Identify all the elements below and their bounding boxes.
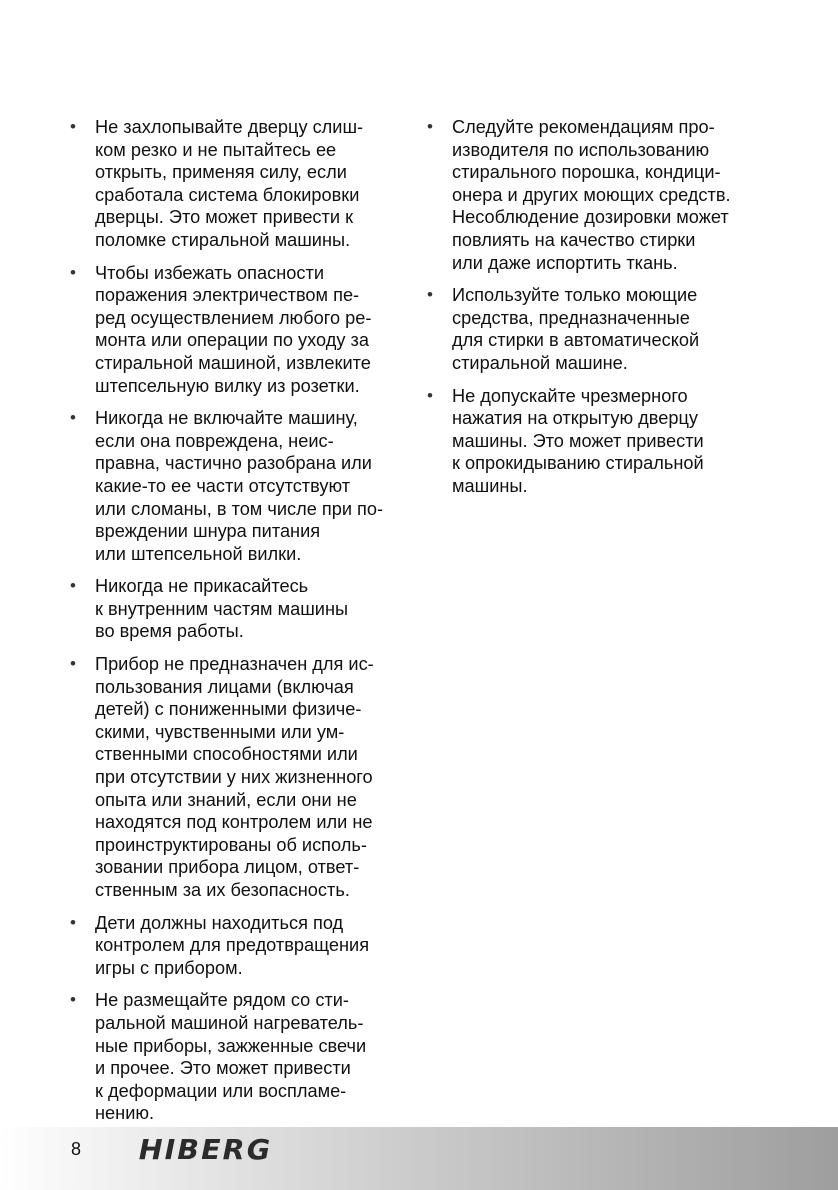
item-text-line: Дети должны находиться под [95, 912, 344, 933]
bullet-icon: • [70, 117, 76, 136]
safety-list-item [70, 989, 420, 1125]
item-text-line: машины. [452, 475, 528, 496]
item-text-line: Следуйте рекомендациям про- [452, 117, 715, 137]
item-text-line: стирального порошка, кондици- [452, 162, 721, 183]
item-text-line: Прибор не предназначен для ис- [95, 654, 374, 675]
bullet-icon: • [70, 576, 76, 596]
brand-logo: HIBERG [138, 1133, 273, 1166]
item-text-line: к деформации или воспламе- [95, 1080, 347, 1101]
item-text-line: средства, предназначенные [452, 307, 690, 328]
item-text-line: Несоблюдение дозировки может [452, 207, 729, 228]
bullet-icon: • [70, 990, 76, 1010]
item-text-line: Не захлопывайте дверцу слиш- [95, 117, 364, 137]
bullet-icon: • [427, 385, 433, 405]
footer-bar [0, 1127, 838, 1190]
item-text-line: изводителя по использованию [452, 139, 710, 160]
item-text-line: нажатия на открытую дверцу [452, 408, 698, 429]
item-text-line: Не размещайте рядом со сти- [95, 990, 349, 1011]
item-text-line: для стирки в автоматической [452, 330, 700, 351]
page-number: 8 [71, 1139, 82, 1159]
item-text-line: вреждении шнура питания [95, 521, 321, 542]
bullet-icon: • [70, 408, 76, 428]
item-text-line: ственными способностями или [95, 744, 358, 765]
item-text-line: детей) с пониженными физиче- [95, 699, 362, 720]
item-text-line: Используйте только моющие [452, 285, 698, 306]
item-text-line: находятся под контролем или не [95, 812, 373, 833]
item-text-line: или штепсельной вилки. [95, 543, 302, 564]
item-text-line: ком резко и не пытайтесь ее [95, 139, 337, 160]
item-text-line: во время работы. [95, 621, 244, 642]
safety-list-item [70, 912, 420, 980]
left-column [70, 116, 420, 1135]
item-text-line: монта или операции по уходу за [95, 330, 369, 351]
item-text-line: Не допускайте чрезмерного [452, 385, 688, 406]
bullet-icon: • [70, 912, 76, 932]
item-text-line: ственным за их безопасность. [95, 880, 350, 900]
item-text-line: штепсельную вилку из розетки. [95, 375, 360, 396]
item-text-line: дверцы. Это может привести к [95, 207, 354, 228]
item-text-line: какие-то ее части отсутствуют [95, 475, 351, 496]
item-text-line: ред осуществлением любого ре- [95, 307, 372, 328]
item-text-line: опыта или знаний, если они не [95, 789, 357, 810]
item-text-line: поражения электричеством пе- [95, 285, 360, 306]
item-text-line: стиральной машиной, извлеките [95, 352, 371, 373]
item-text-line: пользования лицами (включая [95, 676, 354, 697]
item-text-line: правна, частично разобрана или [95, 453, 372, 474]
item-text-line: Никогда не прикасайтесь [95, 576, 309, 597]
bullet-icon: • [427, 285, 433, 305]
safety-list-item [70, 116, 420, 252]
item-text-line: нению. [95, 1103, 155, 1124]
item-text-line: к опрокидыванию стиральной [452, 453, 704, 474]
safety-list-item [70, 575, 420, 643]
item-text-line: или даже испортить ткань. [452, 252, 678, 273]
item-text-line: проинструктированы об исполь- [95, 834, 367, 855]
item-text-line: открыть, применяя силу, если [95, 162, 347, 183]
item-text-line: сработала система блокировки [95, 184, 360, 205]
item-text-line: к внутренним частям машины [95, 598, 349, 619]
bullet-icon: • [427, 117, 433, 136]
item-text-line: ральной машиной нагреватель- [95, 1012, 364, 1033]
item-text-line: при отсутствии у них жизненного [95, 767, 373, 788]
safety-list-item [70, 653, 420, 902]
item-text-line: поломке стиральной машины. [95, 229, 351, 250]
item-text-line: Никогда не включайте машину, [95, 408, 358, 429]
item-text-line: игры с прибором. [95, 957, 243, 978]
item-text-line: зовании прибора лицом, ответ- [95, 857, 360, 878]
item-text-line: ные приборы, зажженные свечи [95, 1035, 367, 1056]
item-text-line: стиральной машине. [452, 352, 628, 373]
bullet-icon: • [70, 262, 76, 282]
item-text-line: повлиять на качество стирки [452, 229, 696, 250]
item-text-line: скими, чувственными или ум- [95, 721, 345, 742]
safety-list-item [70, 407, 420, 565]
item-text-line: или сломаны, в том числе при по- [95, 498, 384, 519]
bullet-icon: • [70, 654, 76, 674]
item-text-line: онера и других моющих средств. [452, 184, 731, 205]
safety-list-item [427, 116, 772, 274]
item-text-line: если она повреждена, неис- [95, 430, 334, 451]
safety-list-item [427, 284, 772, 374]
safety-list-item [70, 262, 420, 398]
item-text-line: Чтобы избежать опасности [95, 262, 324, 283]
right-column [427, 116, 772, 508]
item-text-line: и прочее. Это может привести [95, 1058, 351, 1079]
item-text-line: контролем для предотвращения [95, 935, 370, 956]
item-text-line: машины. Это может привести [452, 430, 704, 451]
safety-list-item [427, 385, 772, 498]
